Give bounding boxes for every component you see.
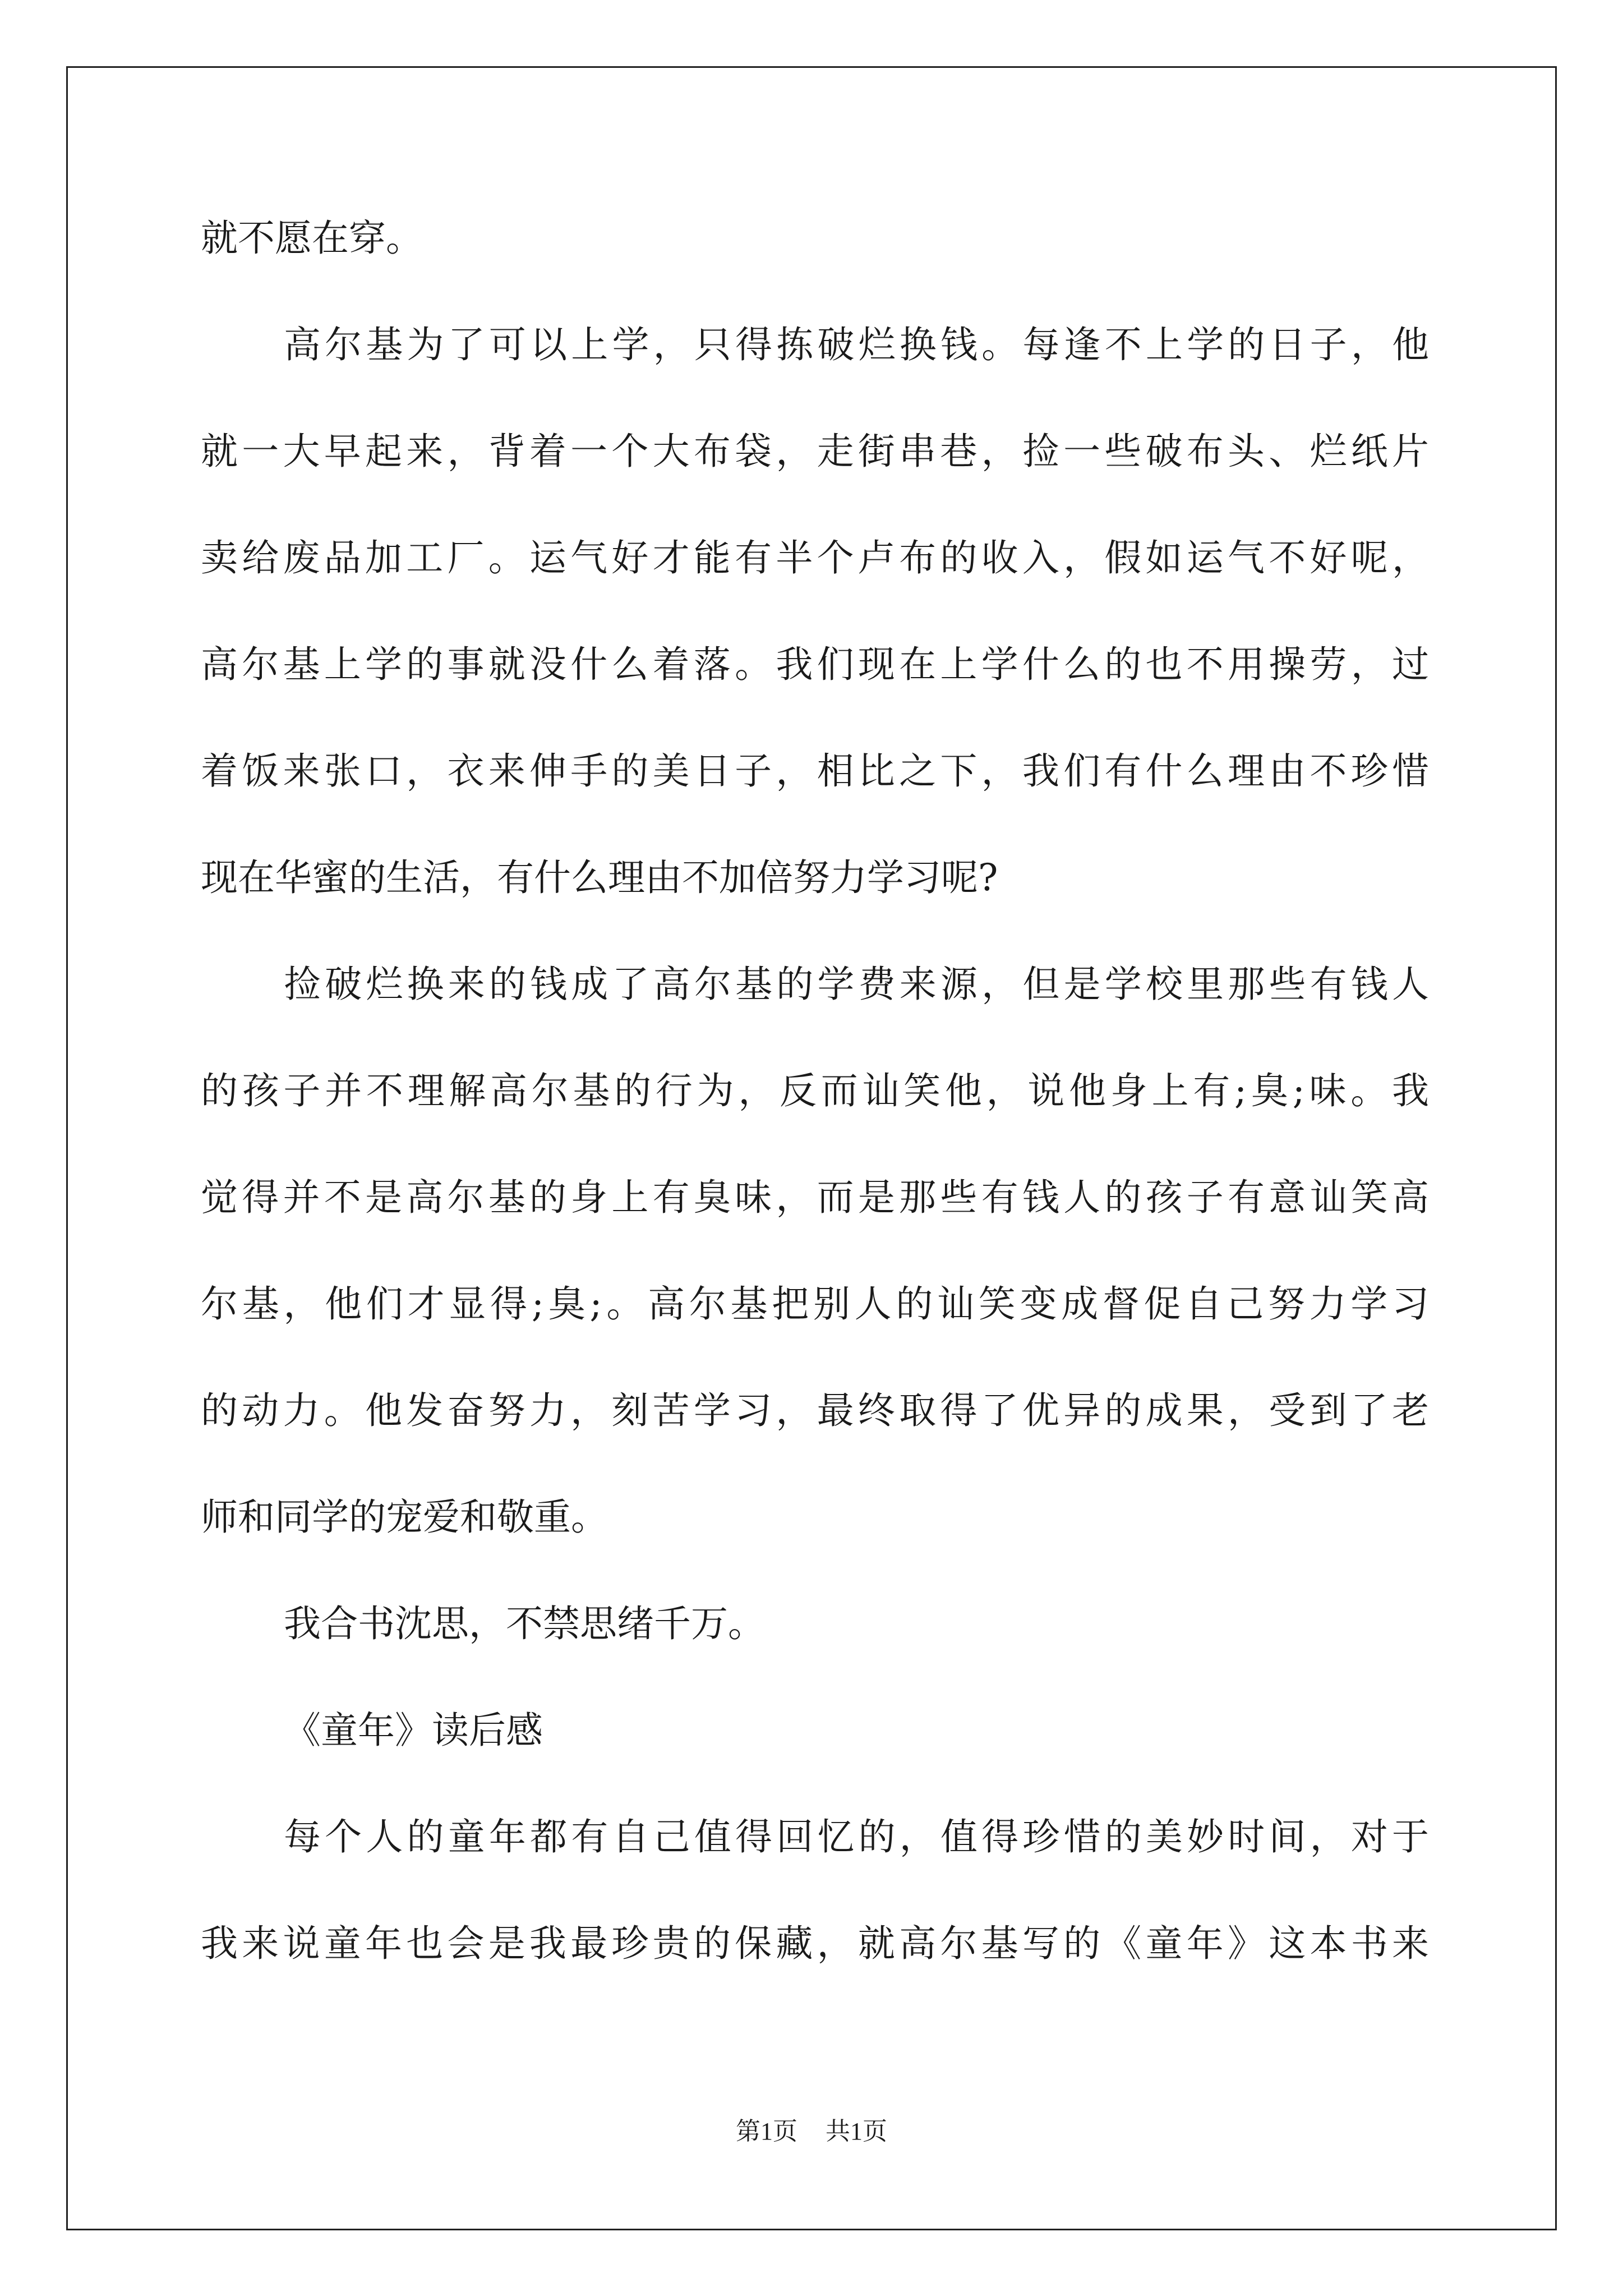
text-line: 师和同学的宠爱和敬重。 <box>201 1496 608 1539</box>
text-line: 每个人的童年都有自己值得回忆的，值得珍惜的美妙时间，对于 <box>284 1815 1429 1858</box>
text-line: 的动力。他发奋努力，刻苦学习，最终取得了优异的成果，受到了老 <box>201 1389 1429 1432</box>
page-number: 第1页 <box>736 2118 797 2145</box>
page-total: 共1页 <box>826 2118 887 2145</box>
text-line: 的孩子并不理解高尔基的行为，反而讪笑他，说他身上有;臭;味。我 <box>201 1069 1429 1112</box>
text-line: 我合书沈思，不禁思绪千万。 <box>284 1602 765 1645</box>
text-line: 着饭来张口，衣来伸手的美日子，相比之下，我们有什么理由不珍惜 <box>201 749 1429 793</box>
text-line: 现在华蜜的生活，有什么理由不加倍努力学习呢? <box>201 856 998 899</box>
page-footer <box>0 2115 1623 2148</box>
text-line: 觉得并不是高尔基的身上有臭味，而是那些有钱人的孩子有意讪笑高 <box>201 1176 1429 1219</box>
text-line: 卖给废品加工厂。运气好才能有半个卢布的收入，假如运气不好呢， <box>201 536 1429 579</box>
text-line: 高尔基上学的事就没什么着落。我们现在上学什么的也不用操劳，过 <box>201 643 1429 686</box>
text-line: 就不愿在穿。 <box>201 217 423 260</box>
document-body <box>201 208 1429 2019</box>
text-line: 捡破烂换来的钱成了高尔基的学费来源，但是学校里那些有钱人 <box>284 963 1429 1006</box>
text-line: 《童年》读后感 <box>284 1709 543 1752</box>
text-line: 尔基，他们才显得;臭;。高尔基把别人的讪笑变成督促自己努力学习 <box>201 1282 1429 1326</box>
text-line: 我来说童年也会是我最珍贵的保藏，就高尔基写的《童年》这本书来 <box>201 1922 1429 1965</box>
text-line: 就一大早起来，背着一个大布袋，走街串巷，捡一些破布头、烂纸片 <box>201 430 1429 473</box>
text-line: 高尔基为了可以上学，只得拣破烂换钱。每逢不上学的日子，他 <box>284 323 1429 366</box>
